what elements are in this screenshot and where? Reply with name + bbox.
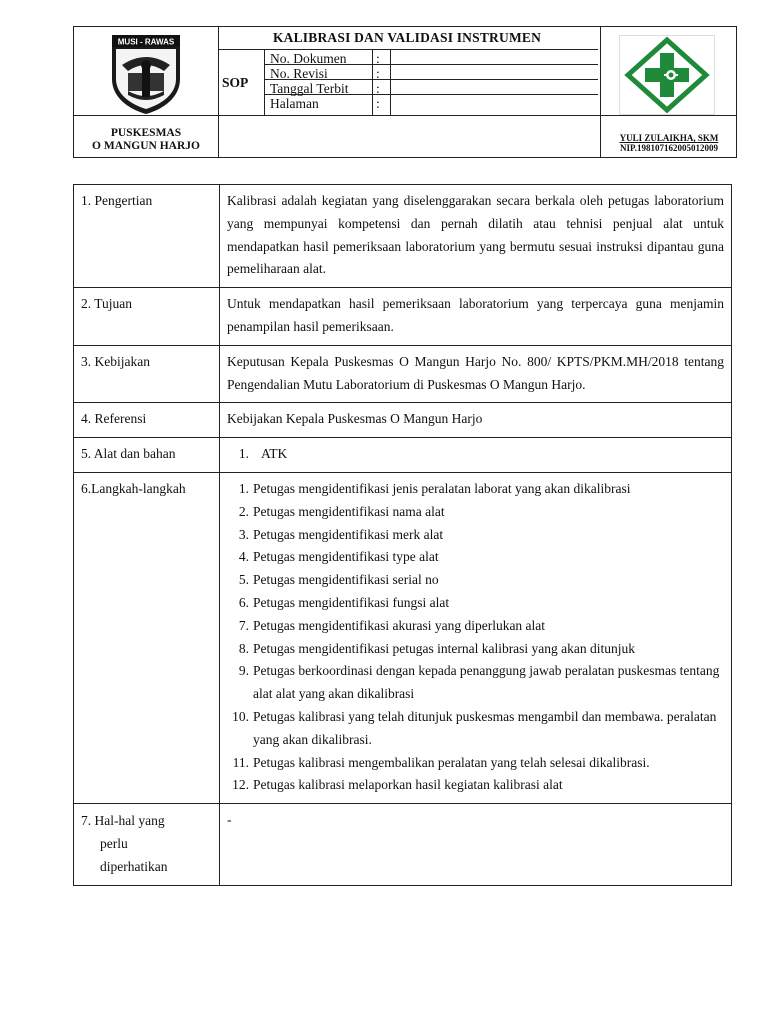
step-number: 8.: [238, 640, 249, 656]
sop-label: SOP: [222, 75, 249, 90]
org-line1: PUSKESMAS: [110, 127, 182, 139]
section-hal-hal-diperhatikan: [74, 804, 732, 885]
meta-colon: :: [376, 96, 380, 111]
step-text: Petugas mengidentifikasi jenis peralatan laborat yang akan dikalibrasi: [253, 480, 631, 496]
meta-colon: :: [376, 51, 380, 66]
section-text: Kebijakan Kepala Puskesmas O Mangun Harjo: [220, 403, 732, 438]
section-label: [74, 804, 220, 885]
title-divider: [218, 49, 598, 50]
step-number: 9.: [238, 663, 249, 679]
section-label: 2. Tujuan: [74, 288, 220, 346]
list-item: [227, 592, 724, 615]
meta-no-revisi: [264, 66, 600, 81]
section-text: Kalibrasi adalah kegiatan yang diselenggarakan secara berkala oleh petugas laboratorium yang mempunyai kompetensi dan pernah dilatih atau tehnisi penjual alat untuk mendapatkan hasil pemeriksaan laboratorium yang bermutu sesuai instruksi dipantau guna pemeliharaan alat.: [220, 185, 732, 288]
list-item: [227, 774, 724, 797]
meta-label: No. Dokumen: [270, 51, 347, 66]
logo-banner-text: MUSI - RAWAS: [117, 37, 175, 47]
section-label: 6.Langkah-langkah: [74, 472, 220, 803]
step-text: Petugas mengidentifikasi petugas internal kalibrasi yang akan ditunjuk: [253, 640, 636, 656]
step-text: Petugas mengidentifikasi nama alat: [253, 503, 445, 519]
list-item: [227, 569, 724, 592]
meta-label: No. Revisi: [270, 66, 328, 81]
puskesmas-cross-icon: [620, 36, 714, 114]
meta-no-dokumen: [264, 51, 600, 66]
list-item: [227, 706, 724, 752]
step-number: 2.: [238, 503, 249, 519]
signer-name: YULI ZULAIKHA, SKM: [619, 133, 719, 143]
steps-list: [227, 478, 724, 797]
meta-tanggal-terbit: [264, 81, 600, 96]
org-line2: O MANGUN HARJO: [92, 140, 200, 152]
step-text: Petugas kalibrasi mengembalikan peralatan yang telah selesai dikalibrasi.: [253, 754, 650, 770]
step-number: 4.: [238, 549, 249, 565]
section-pengertian: [74, 185, 732, 288]
section-label: 4. Referensi: [74, 403, 220, 438]
item-number: 1.: [238, 446, 249, 462]
step-text: Petugas mengidentifikasi type alat: [253, 549, 439, 565]
list-item: [227, 752, 724, 775]
step-number: 6.: [238, 594, 249, 610]
label-line: perlu: [100, 835, 128, 851]
musi-rawas-logo: [108, 35, 184, 115]
meta-label: Tanggal Terbit: [270, 81, 349, 96]
step-number: 3.: [238, 526, 249, 542]
step-number: 12.: [232, 777, 249, 793]
section-kebijakan: [74, 345, 732, 403]
organization-name: [74, 127, 218, 153]
label-line: 7. Hal-hal yang: [81, 813, 165, 829]
document-header: [73, 26, 737, 158]
item-text: ATK: [261, 446, 288, 462]
section-text: Keputusan Kepala Puskesmas O Mangun Harjo No. 800/ KPTS/PKM.MH/2018 tentang Pengendalian Mutu Laboratorium di Puskesmas O Mangun Harjo.: [220, 345, 732, 403]
section-label: 5. Alat dan bahan: [74, 438, 220, 473]
step-text: Petugas mengidentifikasi merk alat: [253, 526, 444, 542]
section-text: [220, 438, 732, 473]
sop-content-table: [73, 184, 732, 886]
section-text: Untuk mendapatkan hasil pemeriksaan laboratorium yang terpercaya guna menjamin penampilan hasil pemeriksaan.: [220, 288, 732, 346]
header-divider-left: [218, 27, 219, 157]
step-text: Petugas mengidentifikasi serial no: [253, 572, 439, 588]
meta-label: Halaman: [270, 96, 319, 111]
step-text: Petugas mengidentifikasi akurasi yang diperlukan alat: [253, 617, 546, 633]
meta-colon: :: [376, 66, 380, 81]
puskesmas-logo: [619, 35, 715, 115]
signer-block: [601, 133, 737, 153]
document-title: KALIBRASI DAN VALIDASI INSTRUMEN: [272, 30, 542, 45]
step-text: Petugas kalibrasi yang telah ditunjuk puskesmas mengambil dan membawa. peralatan yang akan dikalibrasi.: [253, 708, 717, 747]
step-text: Petugas mengidentifikasi fungsi alat: [253, 594, 450, 610]
section-label: 3. Kebijakan: [74, 345, 220, 403]
signer-nip: NIP.198107162005012009: [620, 143, 718, 153]
step-number: 10.: [232, 708, 249, 724]
list-item: [227, 524, 724, 547]
list-item: [227, 638, 724, 661]
step-text: Petugas berkoordinasi dengan kepada penanggung jawab peralatan puskesmas tentang alat alat yang akan dikalibrasi: [253, 663, 720, 702]
section-langkah-langkah: [74, 472, 732, 803]
section-text: -: [220, 804, 732, 885]
step-number: 7.: [238, 617, 249, 633]
meta-colon: :: [376, 81, 380, 96]
list-item: [227, 660, 724, 706]
list-item: [227, 615, 724, 638]
step-number: 11.: [232, 754, 249, 770]
step-number: 5.: [238, 572, 249, 588]
section-steps: [220, 472, 732, 803]
label-line: diperhatikan: [100, 858, 168, 874]
list-item: [227, 478, 724, 501]
step-text: Petugas kalibrasi melaporkan hasil kegiatan kalibrasi alat: [253, 777, 563, 793]
section-label: 1. Pengertian: [74, 185, 220, 288]
list-item: [227, 501, 724, 524]
step-number: 1.: [238, 480, 249, 496]
section-referensi: [74, 403, 732, 438]
list-item: [227, 546, 724, 569]
section-alat-dan-bahan: [74, 438, 732, 473]
meta-halaman: [264, 96, 600, 111]
section-tujuan: [74, 288, 732, 346]
